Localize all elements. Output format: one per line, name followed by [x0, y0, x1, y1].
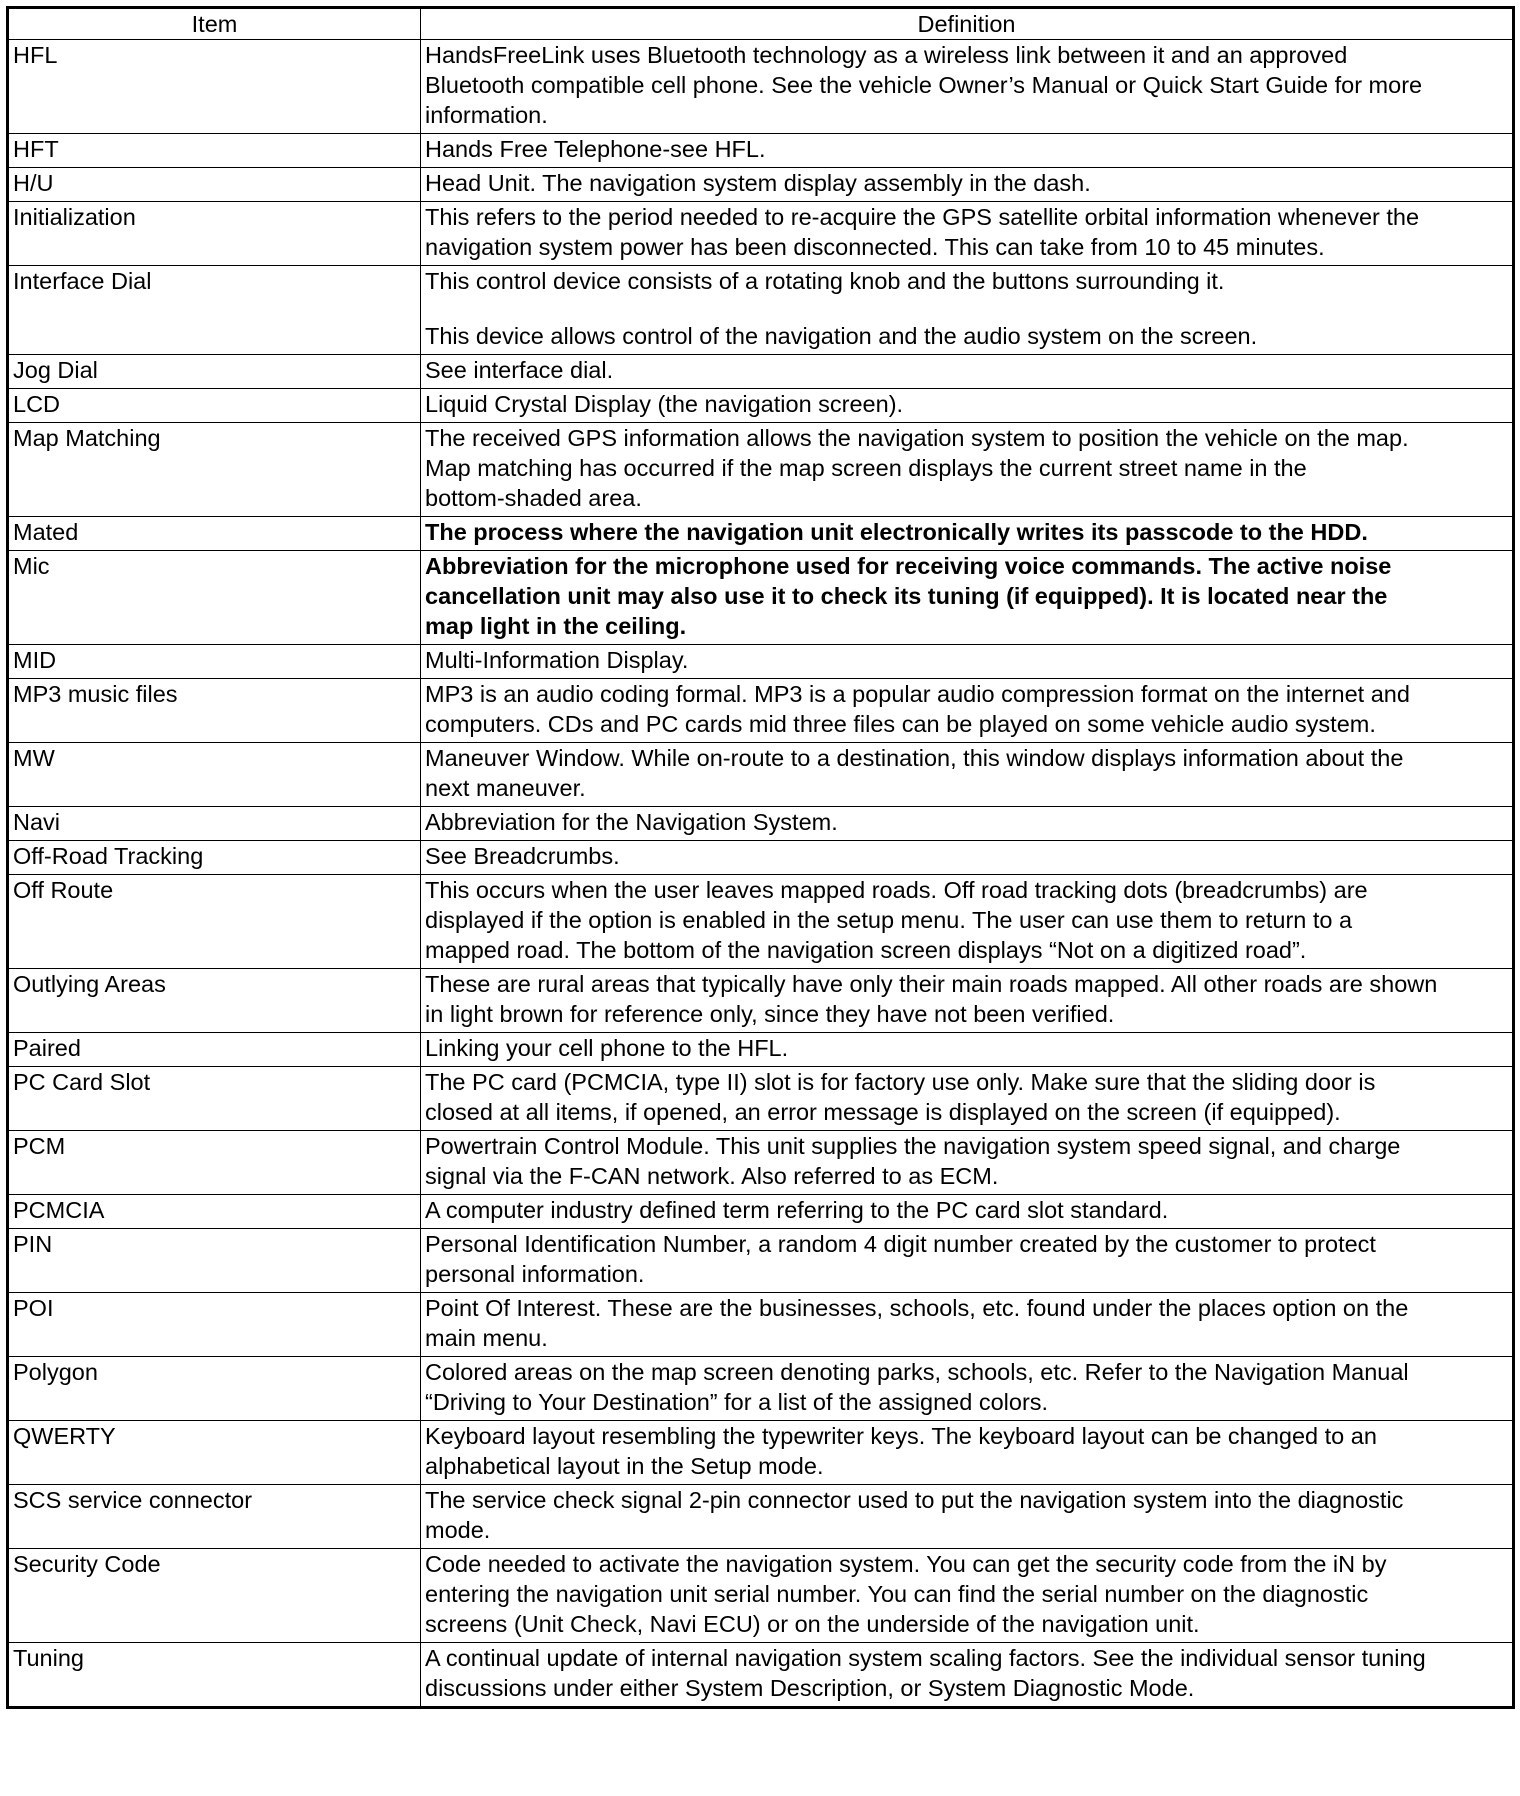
definition-cell [421, 1033, 1514, 1067]
definition-line: A computer industry defined term referring to the PC card slot standard. [425, 1197, 1169, 1223]
definition-line: alphabetical layout in the Setup mode. [425, 1453, 824, 1479]
definition-line: Abbreviation for the Navigation System. [425, 809, 838, 835]
definition-cell [421, 1293, 1514, 1357]
table-row [8, 969, 1514, 1033]
item-cell: Initialization [8, 202, 421, 266]
table-row [8, 202, 1514, 266]
definition-cell [421, 1195, 1514, 1229]
definition-line: The received GPS information allows the navigation system to position the vehicle on the map. [425, 425, 1409, 451]
definition-line: MP3 is an audio coding formal. MP3 is a popular audio compression format on the internet and [425, 681, 1410, 707]
table-row [8, 517, 1514, 551]
table-row [8, 355, 1514, 389]
definition-cell [421, 1131, 1514, 1195]
definition-cell [421, 1421, 1514, 1485]
definition-spacer [425, 296, 1507, 321]
table-row [8, 423, 1514, 517]
definition-cell [421, 389, 1514, 423]
table-row [8, 1643, 1514, 1708]
item-cell: MP3 music files [8, 679, 421, 743]
item-cell: PC Card Slot [8, 1067, 421, 1131]
definition-line: entering the navigation unit serial number. You can find the serial number on the diagnostic [425, 1581, 1369, 1607]
definition-line: information. [425, 102, 548, 128]
definition-line: Map matching has occurred if the map screen displays the current street name in the [425, 455, 1307, 481]
definition-line: Keyboard layout resembling the typewriter keys. The keyboard layout can be changed to an [425, 1423, 1377, 1449]
definition-line: This refers to the period needed to re-acquire the GPS satellite orbital information whenever the [425, 204, 1420, 230]
definition-cell [421, 807, 1514, 841]
definition-line: See interface dial. [425, 357, 614, 383]
definition-line: “Driving to Your Destination” for a list of the assigned colors. [425, 1389, 1049, 1415]
definition-line: Powertrain Control Module. This unit supplies the navigation system speed signal, and charge [425, 1133, 1401, 1159]
item-cell: LCD [8, 389, 421, 423]
definition-cell [421, 841, 1514, 875]
definition-line: discussions under either System Description, or System Diagnostic Mode. [425, 1675, 1195, 1701]
item-cell: POI [8, 1293, 421, 1357]
item-cell: Interface Dial [8, 266, 421, 355]
definition-line: Hands Free Telephone-see HFL. [425, 136, 766, 162]
item-cell: Mated [8, 517, 421, 551]
definition-cell [421, 1485, 1514, 1549]
table-row [8, 1067, 1514, 1131]
definition-line: Colored areas on the map screen denoting parks, schools, etc. Refer to the Navigation Manual [425, 1359, 1409, 1385]
table-row [8, 134, 1514, 168]
definition-line: cancellation unit may also use it to check its tuning (if equipped). It is located near the [425, 583, 1388, 609]
definition-line: computers. CDs and PC cards mid three files can be played on some vehicle audio system. [425, 711, 1376, 737]
definition-line: These are rural areas that typically have only their main roads mapped. All other roads are shown [425, 971, 1438, 997]
definition-line: Personal Identification Number, a random 4 digit number created by the customer to protect [425, 1231, 1376, 1257]
item-cell: PIN [8, 1229, 421, 1293]
table-row [8, 1033, 1514, 1067]
glossary-table [6, 6, 1515, 1709]
item-cell: QWERTY [8, 1421, 421, 1485]
definition-line: bottom-shaded area. [425, 485, 642, 511]
definition-line: Bluetooth compatible cell phone. See the vehicle Owner’s Manual or Quick Start Guide for more [425, 72, 1423, 98]
definition-line: See Breadcrumbs. [425, 843, 620, 869]
glossary-sheet [6, 6, 1512, 1709]
definition-cell [421, 355, 1514, 389]
definition-line: The service check signal 2-pin connector used to put the navigation system into the diagnostic [425, 1487, 1404, 1513]
item-cell: Navi [8, 807, 421, 841]
definition-line: A continual update of internal navigation system scaling factors. See the individual sensor tuning [425, 1645, 1426, 1671]
definition-line: navigation system power has been disconnected. This can take from 10 to 45 minutes. [425, 234, 1325, 260]
definition-cell [421, 551, 1514, 645]
item-cell: Paired [8, 1033, 421, 1067]
glossary-body [8, 40, 1514, 1708]
table-row [8, 1229, 1514, 1293]
table-row [8, 40, 1514, 134]
definition-line: The process where the navigation unit electronically writes its passcode to the HDD. [425, 519, 1368, 545]
definition-line: This device allows control of the navigation and the audio system on the screen. [425, 323, 1258, 349]
item-cell: HFT [8, 134, 421, 168]
definition-line: This control device consists of a rotating knob and the buttons surrounding it. [425, 268, 1225, 294]
table-row [8, 1549, 1514, 1643]
item-cell: Outlying Areas [8, 969, 421, 1033]
item-cell: Polygon [8, 1357, 421, 1421]
definition-line: main menu. [425, 1325, 548, 1351]
definition-line: Linking your cell phone to the HFL. [425, 1035, 789, 1061]
definition-line: mode. [425, 1517, 491, 1543]
item-cell: MID [8, 645, 421, 679]
definition-cell [421, 679, 1514, 743]
definition-line: personal information. [425, 1261, 645, 1287]
definition-line: Maneuver Window. While on-route to a destination, this window displays information about the [425, 745, 1404, 771]
table-row [8, 1131, 1514, 1195]
definition-line: Multi-Information Display. [425, 647, 689, 673]
definition-line: displayed if the option is enabled in the setup menu. The user can use them to return to a [425, 907, 1353, 933]
item-cell: SCS service connector [8, 1485, 421, 1549]
definition-cell [421, 743, 1514, 807]
item-cell: Tuning [8, 1643, 421, 1708]
item-cell: Jog Dial [8, 355, 421, 389]
table-row [8, 168, 1514, 202]
definition-cell [421, 40, 1514, 134]
definition-line: Head Unit. The navigation system display assembly in the dash. [425, 170, 1091, 196]
definition-cell [421, 1643, 1514, 1708]
definition-cell [421, 645, 1514, 679]
definition-cell [421, 168, 1514, 202]
definition-line: closed at all items, if opened, an error message is displayed on the screen (if equipped). [425, 1099, 1341, 1125]
table-row [8, 679, 1514, 743]
column-header-item: Item [8, 8, 421, 40]
table-row [8, 551, 1514, 645]
definition-line: signal via the F-CAN network. Also referred to as ECM. [425, 1163, 999, 1189]
definition-line: map light in the ceiling. [425, 613, 687, 639]
definition-cell [421, 875, 1514, 969]
header-row [8, 8, 1514, 40]
definition-line: next maneuver. [425, 775, 586, 801]
definition-cell [421, 1067, 1514, 1131]
table-row [8, 743, 1514, 807]
item-cell: Security Code [8, 1549, 421, 1643]
definition-cell [421, 1357, 1514, 1421]
definition-cell [421, 1549, 1514, 1643]
definition-line: HandsFreeLink uses Bluetooth technology as a wireless link between it and an approved [425, 42, 1348, 68]
table-row [8, 1293, 1514, 1357]
definition-line: screens (Unit Check, Navi ECU) or on the underside of the navigation unit. [425, 1611, 1200, 1637]
definition-cell [421, 969, 1514, 1033]
table-row [8, 1485, 1514, 1549]
definition-cell [421, 266, 1514, 355]
definition-cell [421, 423, 1514, 517]
definition-line: mapped road. The bottom of the navigation screen displays “Not on a digitized road”. [425, 937, 1307, 963]
table-row [8, 841, 1514, 875]
table-row [8, 645, 1514, 679]
definition-line: The PC card (PCMCIA, type II) slot is for factory use only. Make sure that the sliding door is [425, 1069, 1376, 1095]
table-row [8, 1195, 1514, 1229]
table-row [8, 875, 1514, 969]
definition-cell [421, 1229, 1514, 1293]
definition-line: This occurs when the user leaves mapped roads. Off road tracking dots (breadcrumbs) are [425, 877, 1368, 903]
table-row [8, 1357, 1514, 1421]
table-row [8, 389, 1514, 423]
table-row [8, 266, 1514, 355]
definition-line: Abbreviation for the microphone used for receiving voice commands. The active noise [425, 553, 1392, 579]
definition-line: Point Of Interest. These are the businesses, schools, etc. found under the places option on the [425, 1295, 1409, 1321]
item-cell: Off-Road Tracking [8, 841, 421, 875]
definition-cell [421, 517, 1514, 551]
item-cell: Off Route [8, 875, 421, 969]
item-cell: PCMCIA [8, 1195, 421, 1229]
definition-cell [421, 134, 1514, 168]
column-header-definition: Definition [421, 8, 1514, 40]
item-cell: PCM [8, 1131, 421, 1195]
item-cell: MW [8, 743, 421, 807]
definition-cell [421, 202, 1514, 266]
definition-line: in light brown for reference only, since they have not been verified. [425, 1001, 1115, 1027]
table-row [8, 807, 1514, 841]
definition-line: Liquid Crystal Display (the navigation screen). [425, 391, 904, 417]
table-row [8, 1421, 1514, 1485]
item-cell: Mic [8, 551, 421, 645]
item-cell: HFL [8, 40, 421, 134]
item-cell: Map Matching [8, 423, 421, 517]
definition-line: Code needed to activate the navigation system. You can get the security code from the iN by [425, 1551, 1387, 1577]
item-cell: H/U [8, 168, 421, 202]
